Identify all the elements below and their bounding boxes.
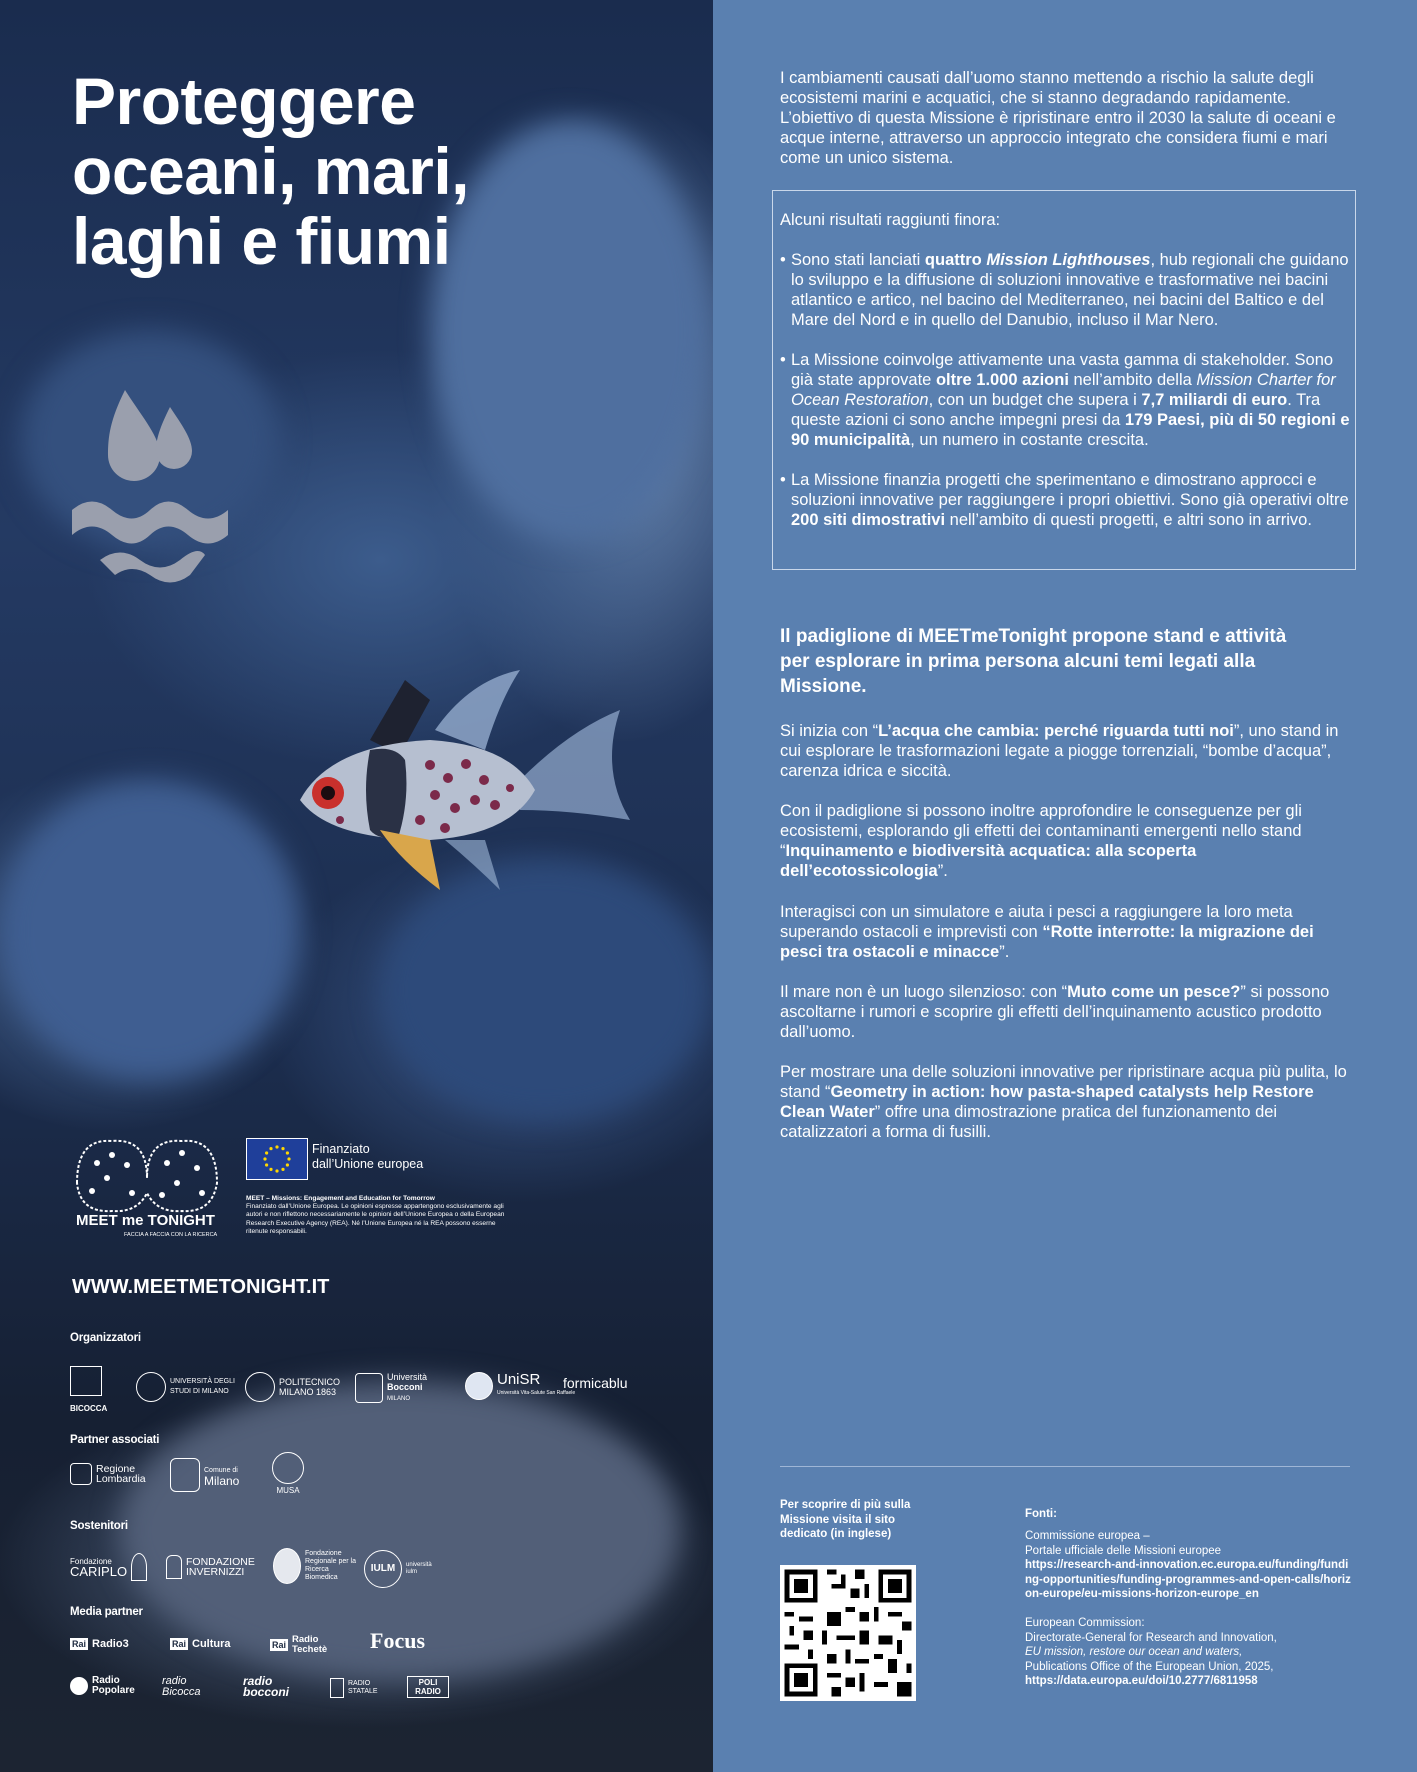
text-run-bold: “Rotte interrotte: la migrazione dei pesci tra ostacoli e minacce [780,923,1314,961]
text-run-bold: L’acqua che cambia: perché riguarda tutti noi [878,722,1234,740]
source-2-directorate: Directorate-General for Research and Innovation, [1025,1631,1277,1644]
invernizzi-emblem [166,1555,182,1579]
qr-code[interactable] [780,1565,916,1701]
text-run: Con il padiglione si possono inoltre approfondire le conseguenze per gli ecosistemi, esplorando gli effetti dei contaminanti emergenti nello stand “ [780,802,1302,860]
invernizzi-label-2: INVERNIZZI [186,1566,245,1578]
text-run-bold: Geometry in action: how pasta-shaped catalysts help Restore Clean Water [780,1083,1314,1121]
focus-logo [370,1628,425,1653]
statale-label: UNIVERSITÀ DEGLI STUDI DI MILANO [170,1378,235,1395]
rai-badge: Rai [72,1639,87,1649]
text-run: La Missione finanzia progetti che sperimentano e dimostrano approcci e soluzioni innovative per raggiungere i propri obiettivi. Sono già operativi oltre [791,471,1349,509]
regione-label-2: Lombardia [96,1473,146,1485]
pavilion-lead: Il padiglione di MEETmeTonight propone stand e attività per esplorare in prima persona alcuni temi legati alla Missione. [780,626,1287,697]
stand-paragraph-1 [780,721,1350,781]
text-run: Interagisci con un simulatore e aiuta i pesci a raggiungere la loro meta superando ostacoli e imprevisti con [780,903,1293,941]
source-1-publisher: Commissione europea – [1025,1530,1150,1542]
text-run-bold: oltre 1.000 azioni [935,371,1069,389]
text-run: , hub regionali che guidano lo sviluppo e la diffusione di soluzioni innovative e trasformative nei bacini atlantico e artico, nel bacino del Mediterraneo, nei bacini del Baltico e del Mare del Nord e in quello del Danubio, incluso il Mar Nero. [791,251,1349,329]
results-heading: Alcuni risultati raggiunti finora: [780,211,1001,229]
bicocca-emblem [70,1366,102,1396]
bocconi-logo [355,1372,427,1404]
techete-label: Radio Techetè [292,1634,328,1655]
iulm-label: università iulm [406,1562,432,1575]
text-run: ”. [937,862,948,880]
comune-label-2: Milano [204,1473,240,1488]
category-organizers: Organizzatori [70,1332,141,1344]
qr-label: Per scoprire di più sulla Missione visita il sito dedicato (in inglese) [780,1499,911,1540]
rai-cultura-logo [170,1638,231,1650]
frrb-emblem [273,1548,301,1584]
text-run: ”. [999,943,1010,961]
bullet-dot: • [780,471,786,489]
musa-tree-icon [272,1452,304,1484]
website-url[interactable]: WWW.MEETMETONIGHT.IT [72,1276,330,1298]
text-run-bold: quattro [924,251,987,269]
text-run: nell’ambito della [1068,371,1197,389]
formicablu-label: formicablu [563,1375,628,1391]
focus-label: Focus [370,1628,425,1653]
text-run-bold-italic: Mission Lighthouses [986,251,1151,269]
cariplo-label [70,1556,127,1578]
eu-funding-label [312,1142,423,1172]
meet-disclaimer-title: MEET – Missions: Engagement and Education for Tomorrow [246,1195,435,1202]
polimi-logo [245,1372,340,1402]
text-run-italic: Mission Charter for Ocean Restoration [791,371,1336,409]
text-run: , con un budget che supera i [928,391,1142,409]
regione-label-1: Regione [96,1463,136,1475]
result-bullet-1-text [780,250,1350,330]
coral-blur [0,780,300,1080]
source-2-link[interactable]: https://data.europa.eu/doi/10.2777/6811958 [1025,1675,1258,1687]
cardinalfish-image [270,660,630,920]
regione-label [96,1464,146,1484]
text-panel [713,0,1417,1772]
rai-badge: Rai [172,1639,187,1649]
polimi-emblem [245,1372,275,1402]
poster-title: Proteggere oceani, mari, laghi e fiumi [72,64,470,278]
stand-paragraph-4 [780,982,1350,1042]
polimi-label-1: POLITECNICO [279,1377,341,1387]
radio-statale-emblem [330,1678,344,1698]
meet-disclaimer [246,1195,511,1236]
bocconi-label [387,1372,427,1404]
comune-emblem [170,1458,200,1492]
invernizzi-label-1: FONDAZIONE [186,1556,255,1568]
stand-paragraph-3 [780,902,1350,962]
source-1-link[interactable]: https://research-and-innovation.ec.europa.eu/funding/funding-opportunities/funding-programmes-and-open-calls/horizon-europe/eu-missions-horizon-europe_en [1025,1559,1351,1600]
bicocca-label: BICOCCA [70,1404,108,1413]
source-2-title: EU mission, restore our ocean and waters, [1025,1646,1243,1658]
sources-list [1025,1529,1355,1689]
intro-paragraph: I cambiamenti causati dall’uomo stanno mettendo a rischio la salute degli ecosistemi marini e acquatici, che si stanno degradando rapidamente. L’obiettivo di questa Missione è ripristinare entro il 2030 la salute di oceani e acque interne, attraverso un approccio integrato che considera fiumi e mari come un unico sistema. [780,69,1336,167]
musa-label: MUSA [276,1486,300,1495]
text-run: Si inizia con “ [780,722,879,740]
meet-disclaimer-text: Finanziato dall’Unione Europea. Le opinioni espresse appartengono esclusivamente agli autori e non riflettono necessariamente le opinioni dell’Unione Europea o della European Research Executive Agency (REA). Né l’Unione Europea né la REA possono esserne ritenute responsabili. [246,1203,505,1235]
eu-funding-line1: Finanziato [312,1142,370,1156]
radio-popolare-emblem [70,1677,88,1695]
category-partners: Partner associati [70,1434,160,1446]
radio3-label: Radio3 [92,1638,129,1650]
text-run-bold: 7,7 miliardi di euro [1141,391,1288,409]
eu-stars-icon [247,1139,307,1179]
bullet-dot: • [780,351,786,369]
stand-paragraph-5 [780,1062,1350,1142]
bocconi-label-1: Università [387,1372,428,1382]
source-2-publication: Publications Office of the European Union, 2025, [1025,1660,1274,1673]
category-sponsors: Sostenitori [70,1520,128,1532]
text-run: Il mare non è un luogo silenzioso: con “ [780,983,1068,1001]
comune-label [204,1464,239,1487]
frrb-logo [273,1548,360,1584]
poli-radio-logo [407,1676,449,1698]
unisr-logo [465,1372,575,1400]
text-run: Per mostrare una delle soluzioni innovative per ripristinare acqua più pulita, lo stand “ [780,1063,1347,1101]
unisr-label-2: Università Vita-Salute San Raffaele [497,1389,576,1396]
bocconi-emblem [355,1373,383,1403]
radio-bocconi-label: radio bocconi [243,1674,290,1699]
invernizzi-label [186,1557,255,1577]
rai-badge: Rai [272,1640,287,1650]
radio-bicocca-label: radio Bicocca [162,1675,201,1698]
regione-emblem [70,1463,92,1485]
bullet-dot: • [780,251,786,269]
text-run-bold: 179 Paesi, più di 50 regioni e 90 municipalità [791,411,1350,449]
text-run: nell’ambito di questi progetti, e altri sono in arrivo. [945,511,1312,529]
result-bullet-3-text [780,470,1350,530]
category-media: Media partner [70,1606,143,1618]
stand-paragraph-2 [780,801,1350,881]
bocconi-label-3: MILANO [387,1396,411,1402]
meet-logo-text: MEET me TONIGHT [76,1212,215,1229]
result-bullet-3 [780,470,1350,530]
comune-milano-logo [170,1458,239,1492]
text-run-bold: Inquinamento e biodiversità acquatica: alla scoperta dell’ecotossicologia [780,842,1197,880]
result-bullet-1 [780,250,1350,330]
bocconi-label-2: Bocconi [387,1382,423,1392]
radio-bocconi-logo [243,1676,307,1698]
formicablu-logo [563,1375,628,1391]
statale-logo [136,1372,236,1402]
unisr-emblem [465,1372,493,1400]
cultura-label: Cultura [192,1638,231,1650]
regione-lombardia-logo [70,1463,146,1485]
text-run: , un numero in costante crescita. [910,431,1149,449]
poli-radio-label: POLI RADIO [407,1676,449,1698]
result-bullet-2-text [780,350,1350,450]
text-run: La Missione coinvolge attivamente una vasta gamma di stakeholder. Sono già state approvate [791,351,1334,389]
radio-statale-label: RADIO STATALE [348,1680,378,1695]
eu-flag [246,1138,308,1180]
iulm-emblem: IULM [364,1550,402,1588]
iulm-logo [364,1550,438,1588]
text-run-bold: 200 siti dimostrativi [791,511,946,529]
eu-funding-line2: dall’Unione europea [312,1157,424,1171]
text-run: ”, uno stand in cui esplorare le trasformazioni legate a piogge torrenziali, “bombe d’acqua”, carenza idrica e siccità. [780,722,1339,780]
text-run: ” si possono ascoltarne i rumori e scoprire gli effetti dell’inquinamento acustico prodotto dall’uomo. [780,983,1330,1041]
footer-divider [780,1466,1350,1467]
meet-logo-subtitle: FACCIA A FACCIA CON LA RICERCA [124,1232,218,1238]
sources-heading: Fonti: [1025,1508,1057,1520]
cariplo-label-1: Fondazione [70,1557,112,1566]
polimi-label-2: MILANO 1863 [279,1387,337,1397]
radio-statale-logo [330,1678,388,1698]
unisr-label-1: UniSR [497,1370,541,1388]
radio-bicocca-logo [162,1676,222,1698]
radio-popolare-logo [70,1676,142,1696]
musa-logo [272,1452,304,1496]
source-1-title: Portale ufficiale delle Missioni europee [1025,1544,1222,1557]
result-bullet-2 [780,350,1350,450]
text-run: Sono stati lanciati [791,251,925,269]
water-drop-wave-icon [70,385,230,600]
frrb-label: Fondazione Regionale per la Ricerca Biomedica [305,1550,356,1581]
bicocca-logo [70,1366,108,1413]
cariplo-logo [70,1553,147,1581]
statale-emblem [136,1372,166,1402]
text-run: ” offre una dimostrazione pratica del funzionamento dei catalizzatori a forma di fusilli. [780,1103,1278,1141]
source-2-publisher: European Commission: [1025,1617,1145,1629]
cariplo-label-2: CARIPLO [70,1564,128,1579]
polimi-label [279,1377,340,1397]
invernizzi-logo [166,1555,255,1579]
rai-radio3-logo [70,1638,129,1650]
rai-techete-logo [270,1635,334,1655]
comune-label-1: Comune di [204,1466,238,1474]
text-run-bold: Muto come un pesce? [1067,983,1241,1001]
radio-popolare-label: Radio Popolare [92,1675,135,1696]
text-run: . Tra queste azioni ci sono anche impegni presi da [791,391,1321,429]
cariplo-emblem [131,1553,147,1581]
